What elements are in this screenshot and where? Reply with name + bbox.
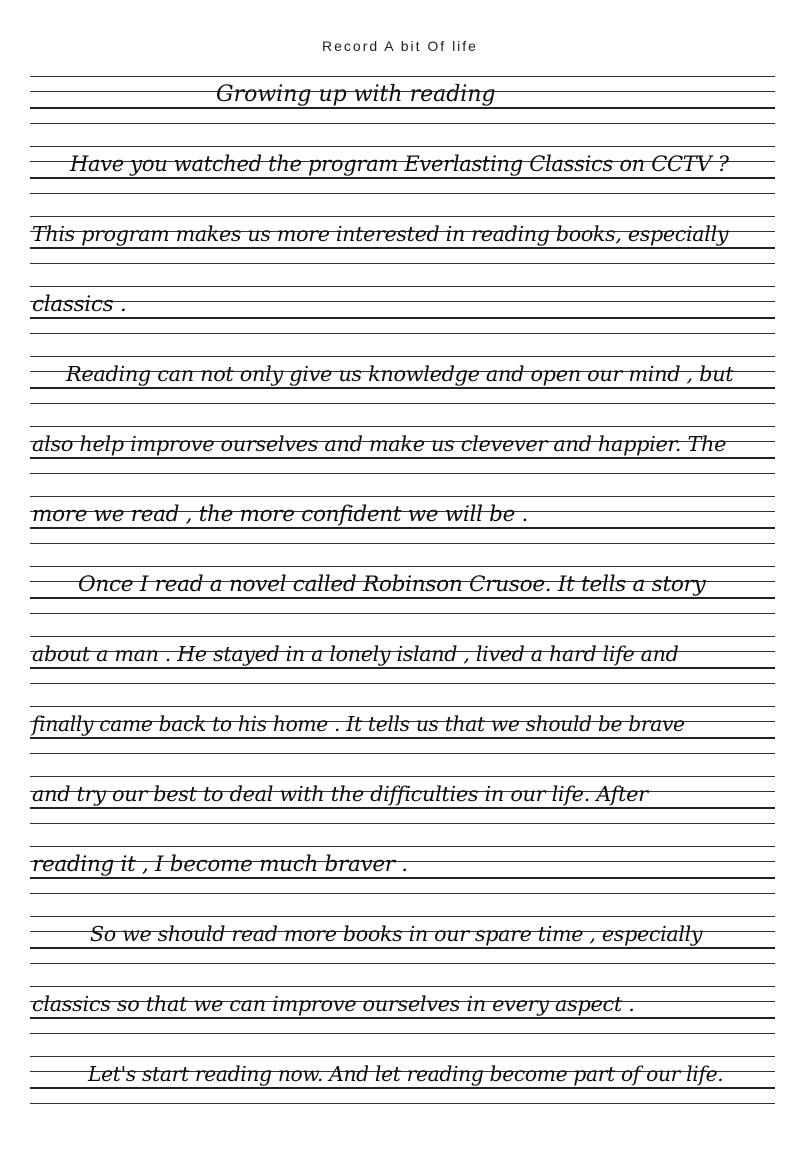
text-line: This program makes us more interested in reading books, especially bbox=[32, 222, 729, 246]
text-line: Reading can not only give us knowledge and open our mind , but bbox=[66, 362, 734, 386]
rule-group bbox=[30, 286, 775, 334]
text-line: Have you watched the program Everlasting Classics on CCTV ? bbox=[70, 152, 729, 176]
text-line: finally came back to his home . It tells us that we should be brave bbox=[32, 712, 685, 736]
text-line: and try our best to deal with the difficulties in our life. After bbox=[32, 782, 648, 806]
text-line: Once I read a novel called Robinson Crusoe. It tells a story bbox=[78, 572, 706, 597]
document-title: Growing up with reading bbox=[216, 82, 496, 107]
text-line: classics so that we can improve ourselves in every aspect . bbox=[32, 992, 635, 1016]
text-line: Let's start reading now. And let reading become part of our life. bbox=[88, 1062, 724, 1086]
text-line: classics . bbox=[32, 292, 127, 317]
text-line: So we should read more books in our spare time , especially bbox=[90, 922, 703, 946]
text-line: reading it , I become much braver . bbox=[32, 852, 408, 877]
text-line: about a man . He stayed in a lonely island , lived a hard life and bbox=[32, 642, 679, 666]
page-header: Record A bit Of life bbox=[322, 38, 478, 54]
text-line: more we read , the more confident we will be . bbox=[32, 502, 529, 527]
text-line: also help improve ourselves and make us clevever and happier. The bbox=[32, 432, 727, 456]
